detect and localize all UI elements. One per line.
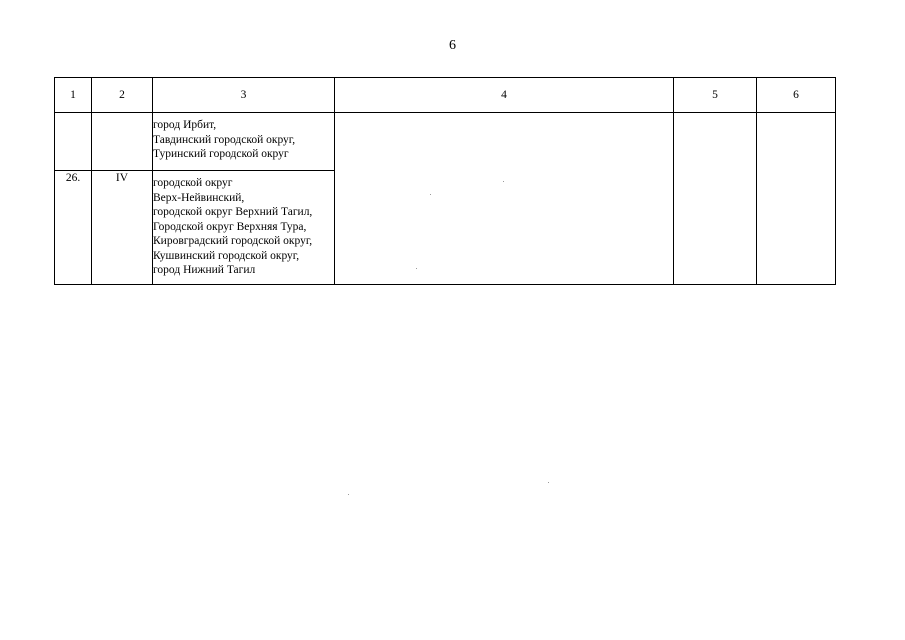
scan-speck	[416, 268, 417, 269]
column-header-6: 6	[757, 78, 836, 113]
municipality-line: Городской округ Верхняя Тура,	[153, 220, 307, 233]
municipality-line: Туринский городской округ	[153, 148, 289, 160]
row-number-cell	[55, 113, 92, 171]
municipality-line: городской округ	[153, 177, 233, 189]
municipality-line: город Нижний Тагил	[153, 264, 256, 276]
scan-speck	[348, 494, 349, 495]
municipality-line: Кировградский городской округ,	[153, 235, 313, 247]
table-row	[55, 113, 836, 171]
municipality-line: Верх-Нейвинский,	[153, 191, 245, 204]
municipalities-cell	[153, 113, 335, 171]
column-4-cell	[335, 113, 674, 285]
row-number-cell: 26.	[55, 171, 92, 285]
scan-speck	[430, 194, 431, 195]
column-header-4: 4	[335, 78, 674, 113]
page-number: 6	[449, 38, 456, 53]
table-header-row	[55, 78, 836, 113]
municipality-line: городской округ Верхний Тагил,	[153, 206, 313, 218]
municipality-line: город Ирбит,	[153, 119, 217, 131]
column-6-cell	[757, 113, 836, 285]
municipalities-cell	[153, 171, 335, 285]
column-header-5: 5	[674, 78, 757, 113]
zone-cell: IV	[92, 171, 153, 285]
zone-cell	[92, 113, 153, 171]
column-5-cell	[674, 113, 757, 285]
column-header-2: 2	[92, 78, 153, 113]
document-table	[54, 77, 836, 285]
municipality-line: Кушвинский городской округ,	[153, 249, 300, 262]
municipality-line: Тавдинский городской округ,	[153, 133, 296, 146]
scan-speck	[503, 181, 504, 182]
column-header-3: 3	[153, 78, 335, 113]
column-header-1: 1	[55, 78, 92, 113]
scan-speck	[548, 482, 549, 483]
